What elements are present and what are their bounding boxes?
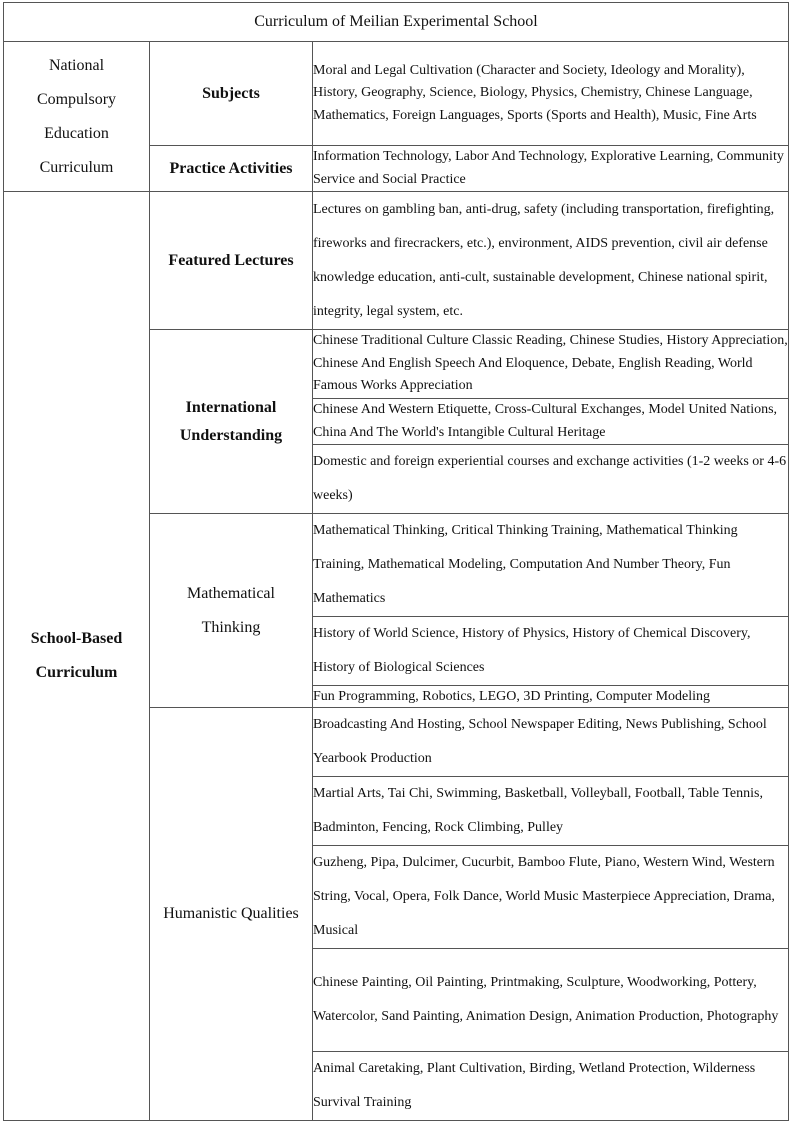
content-practice-activities: Information Technology, Labor And Technology, Explorative Learning, Community Service and Social Practice xyxy=(313,146,789,192)
subcategory-subjects: Subjects xyxy=(150,42,313,146)
content-international-2: Chinese And Western Etiquette, Cross-Cultural Exchanges, Model United Nations, China And The World's Intangible Cultural Heritage xyxy=(313,399,789,445)
subcategory-featured-lectures: Featured Lectures xyxy=(150,192,313,330)
category-national: National Compulsory Education Curriculum xyxy=(4,42,150,192)
subcategory-mathematical-thinking: Mathematical Thinking xyxy=(150,514,313,708)
content-humanistic-4: Chinese Painting, Oil Painting, Printmaking, Sculpture, Woodworking, Pottery, Watercolor, Sand Painting, Animation Design, Animation Production, Photography xyxy=(313,949,789,1052)
content-featured-lectures: Lectures on gambling ban, anti-drug, safety (including transportation, firefighting, fireworks and firecrackers, etc.), environment, AIDS prevention, civil air defense knowledge education, anti-cult, sustainable development, Chinese national spirit, integrity, legal system, etc. xyxy=(313,192,789,330)
table-row xyxy=(4,192,789,330)
content-international-1: Chinese Traditional Culture Classic Reading, Chinese Studies, History Appreciation, Chinese And English Speech And Eloquence, Debate, English Reading, World Famous Works Appreciation xyxy=(313,330,789,399)
subcategory-international-understanding: International Understanding xyxy=(150,330,313,514)
content-math-2: History of World Science, History of Physics, History of Chemical Discovery, History of Biological Sciences xyxy=(313,617,789,686)
table-title: Curriculum of Meilian Experimental School xyxy=(4,3,789,42)
subcategory-humanistic-qualities: Humanistic Qualities xyxy=(150,708,313,1121)
content-humanistic-5: Animal Caretaking, Plant Cultivation, Birding, Wetland Protection, Wilderness Survival Training xyxy=(313,1052,789,1121)
content-international-3: Domestic and foreign experiential courses and exchange activities (1-2 weeks or 4-6 weeks) xyxy=(313,445,789,514)
subcategory-practice-activities: Practice Activities xyxy=(150,146,313,192)
table-title-row xyxy=(4,3,789,42)
content-humanistic-3: Guzheng, Pipa, Dulcimer, Cucurbit, Bamboo Flute, Piano, Western Wind, Western String, Vocal, Opera, Folk Dance, World Music Masterpiece Appreciation, Drama, Musical xyxy=(313,846,789,949)
content-math-3: Fun Programming, Robotics, LEGO, 3D Printing, Computer Modeling xyxy=(313,686,789,708)
content-humanistic-2: Martial Arts, Tai Chi, Swimming, Basketball, Volleyball, Football, Table Tennis, Badminton, Fencing, Rock Climbing, Pulley xyxy=(313,777,789,846)
content-humanistic-1: Broadcasting And Hosting, School Newspaper Editing, News Publishing, School Yearbook Production xyxy=(313,708,789,777)
content-subjects: Moral and Legal Cultivation (Character and Society, Ideology and Morality), History, Geography, Science, Biology, Physics, Chemistry, Chinese Language, Mathematics, Foreign Languages, Sports (Sports and Health), Music, Fine Arts xyxy=(313,42,789,146)
content-math-1: Mathematical Thinking, Critical Thinking Training, Mathematical Thinking Training, Mathematical Modeling, Computation And Number Theory, Fun Mathematics xyxy=(313,514,789,617)
table-row xyxy=(4,42,789,146)
curriculum-table xyxy=(3,2,789,1121)
category-school-based: School-Based Curriculum xyxy=(4,192,150,1121)
